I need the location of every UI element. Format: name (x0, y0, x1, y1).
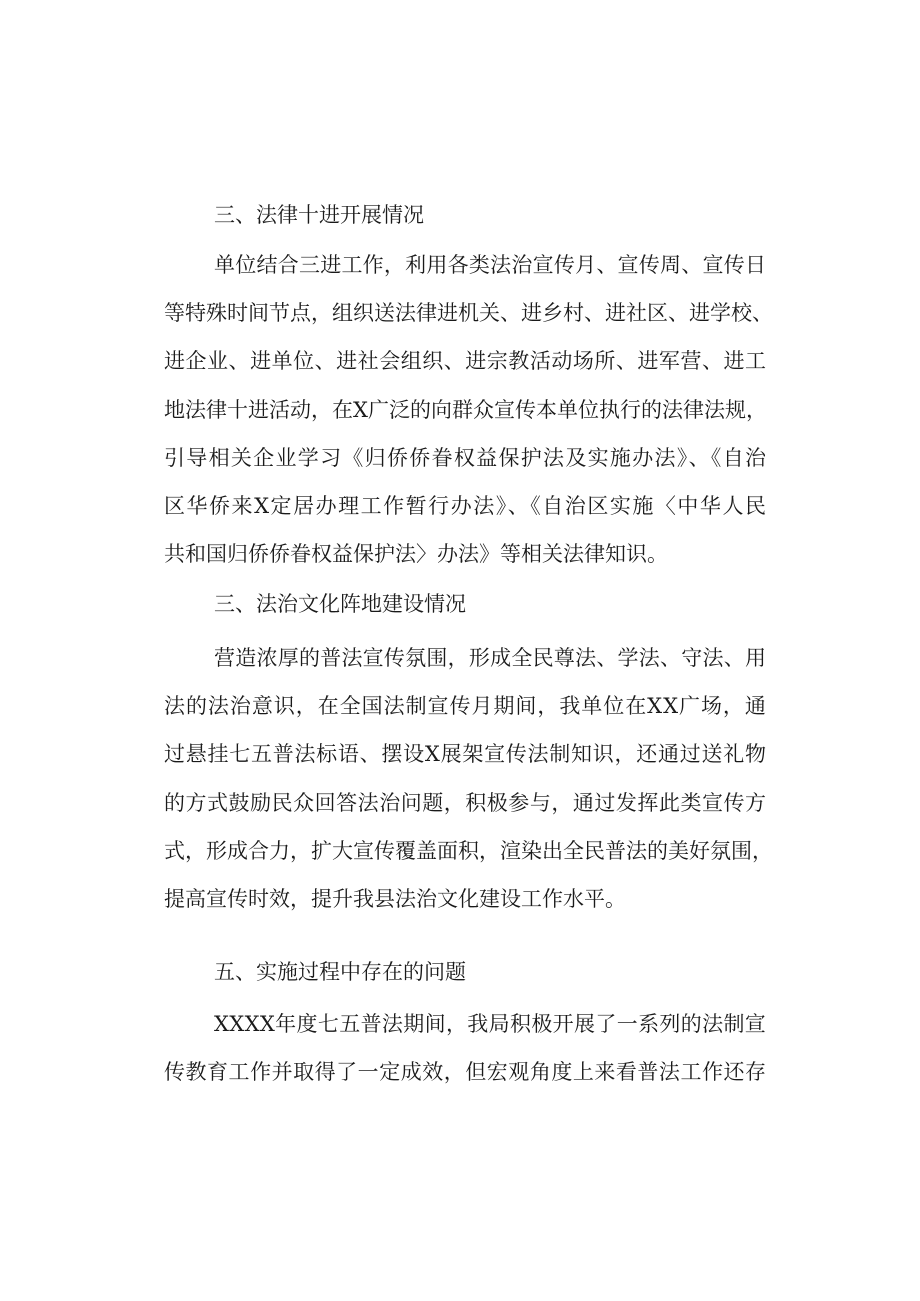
paragraph-line: 共和国归侨侨眷权益保护法〉办法》等相关法律知识。 (164, 542, 668, 566)
section-heading-legal-culture: 三、法治文化阵地建设情况 (214, 592, 466, 616)
paragraph-line: 地法律十进活动，在X广泛的向群众宣传本单位执行的法律法规， (164, 398, 767, 422)
paragraph-line: 引导相关企业学习《归侨侨眷权益保护法及实施办法》、《自治 (164, 446, 768, 470)
paragraph-line: 法的法治意识，在全国法制宣传月期间，我单位在XX广场，通 (164, 694, 767, 718)
paragraph-line: 区华侨来X定居办理工作暂行办法》、《自治区实施〈中华人民 (164, 494, 768, 518)
paragraph-line: 进企业、进单位、进社会组织、进宗教活动场所、进军营、进工 (164, 349, 767, 373)
paragraph-line: 单位结合三进工作，利用各类法治宣传月、宣传周、宣传日 (214, 253, 767, 277)
paragraph-line: 式，形成合力，扩大宣传覆盖面积，渲染出全民普法的美好氛围， (164, 839, 773, 863)
paragraph-line: 营造浓厚的普法宣传氛围，形成全民尊法、学法、守法、用 (214, 646, 767, 670)
paragraph-line: 传教育工作并取得了一定成效，但宏观角度上来看普法工作还存 (164, 1060, 767, 1084)
paragraph-line: 提高宣传时效，提升我县法治文化建设工作水平。 (164, 887, 626, 911)
paragraph-line: XXXX年度七五普法期间，我局积极开展了一系列的法制宣 (214, 1012, 767, 1036)
section-heading-law-ten-entries: 三、法律十进开展情况 (214, 203, 424, 227)
paragraph-line: 过悬挂七五普法标语、摆设X展架宣传法制知识，还通过送礼物 (164, 742, 767, 766)
paragraph-line: 等特殊时间节点，组织送法律进机关、进乡村、进社区、进学校、 (164, 301, 773, 325)
paragraph-line: 的方式鼓励民众回答法治问题，积极参与，通过发挥此类宣传方 (164, 791, 767, 815)
section-heading-problems: 五、实施过程中存在的问题 (214, 960, 466, 984)
